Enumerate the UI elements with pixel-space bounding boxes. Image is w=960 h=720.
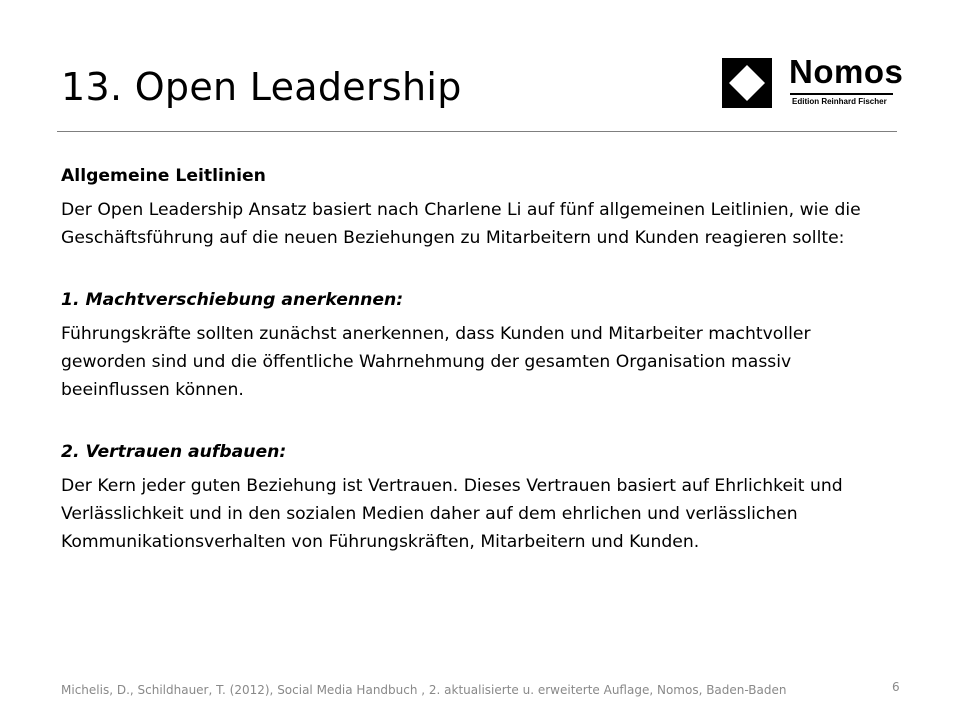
guideline-2-text: Der Kern jeder guten Beziehung ist Vertrauen. Dieses Vertrauen basiert auf Ehrlichkeit und Verlässlichkeit und in den sozialen Medien daher auf dem ehrlichen und verlässlichen Kommunikationsverhalten von Führungskräften, Mitarbeitern und Kunden. <box>61 476 843 552</box>
title-divider <box>57 131 897 132</box>
spacer <box>61 404 897 432</box>
section-heading: Allgemeine Leitlinien <box>61 166 266 186</box>
guideline-2-heading: 2. Vertrauen aufbauen: <box>61 442 287 462</box>
intro-paragraph: Der Open Leadership Ansatz basiert nach Charlene Li auf fünf allgemeinen Leitlinien, wie die Geschäftsführung auf die neuen Beziehungen zu Mitarbeitern und Kunden reagieren sollte: <box>61 200 861 248</box>
guideline-1-heading: 1. Machtverschiebung anerkennen: <box>61 290 404 310</box>
logo-wordmark: Nomos <box>789 53 904 90</box>
nomos-logo <box>722 53 904 108</box>
spacer <box>61 252 897 280</box>
page-number: 6 <box>892 680 900 694</box>
logo-subtitle: Edition Reinhard Fischer <box>792 97 887 106</box>
guideline-1-text: Führungskräfte sollten zunächst anerkennen, dass Kunden und Mitarbeiter machtvoller geworden sind und die öffentliche Wahrnehmung der gesamten Organisation massiv beeinflussen können. <box>61 324 811 400</box>
slide-content <box>61 162 897 556</box>
slide-title: 13. Open Leadership <box>61 65 462 109</box>
footer-citation: Michelis, D., Schildhauer, T. (2012), Social Media Handbuch , 2. aktualisierte u. erweiterte Auflage, Nomos, Baden-Baden <box>61 683 787 697</box>
logo-divider <box>790 93 893 95</box>
nomos-diamond-icon <box>722 58 772 108</box>
